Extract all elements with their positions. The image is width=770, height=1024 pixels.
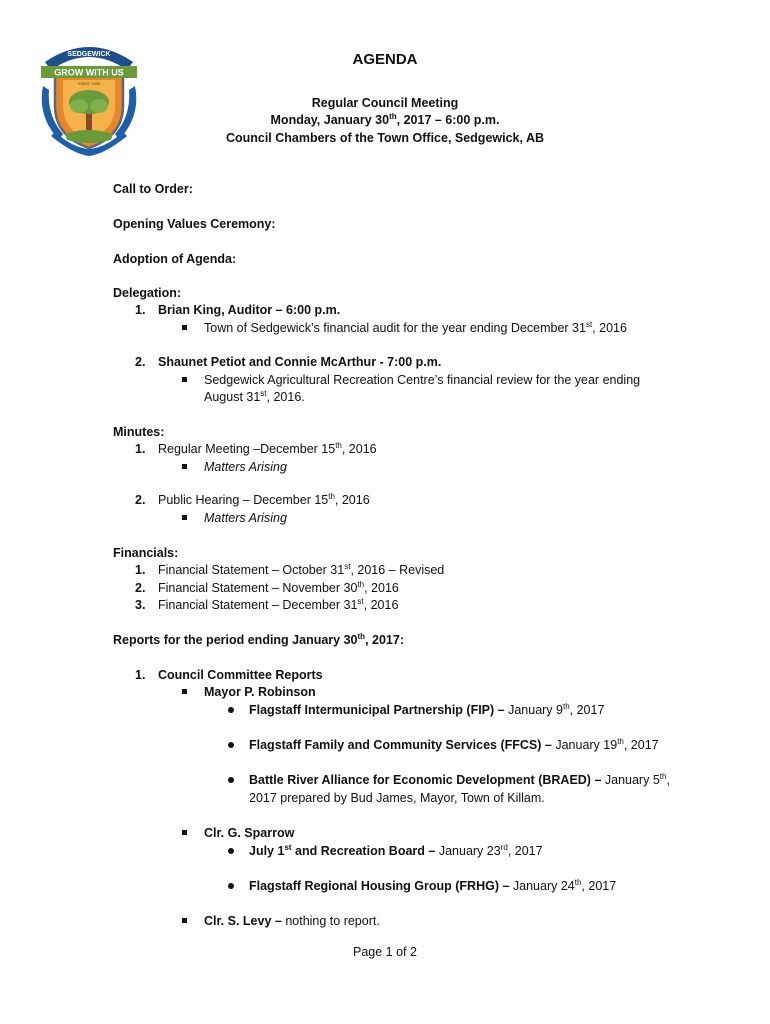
bullet-square-icon [182,689,187,694]
minutes-2-sub: Matters Arising [204,511,287,525]
bullet-square-icon [182,918,187,923]
bullet-dot-icon [228,777,234,783]
delegation-2-detail-cont: August 31st, 2016. [204,389,305,404]
meeting-type: Regular Council Meeting [311,96,459,110]
bullet-dot-icon [228,883,234,889]
delegation-2-title: Shaunet Petiot and Connie McArthur - 7:00 p.m. [158,355,442,369]
agenda-title: AGENDA [352,51,418,68]
minutes-1-text: Regular Meeting –December 15th, 2016 [158,441,377,456]
bullet-dot-icon [228,848,234,854]
page-number: Page 1 of 2 [353,945,417,959]
section-adoption: Adoption of Agenda: [113,252,237,266]
section-delegation: Delegation: [113,286,182,300]
section-opening-ceremony: Opening Values Ceremony: [113,217,276,231]
bullet-dot-icon [228,707,234,713]
bullet-square-icon [182,515,187,520]
delegation-2-detail: Sedgewick Agricultural Recreation Centre’s financial review for the year ending [204,373,641,387]
logo-since-text: SINCE 1906 [77,81,101,86]
sparrow-item-frhg: Flagstaff Regional Housing Group (FRHG) – January 24th, 2017 [249,878,617,893]
mayor-item-braed: Battle River Alliance for Economic Development (BRAED) – January 5th, [249,772,670,787]
bullet-square-icon [182,325,187,330]
financial-1-text: Financial Statement – October 31st, 2016 – Revised [158,562,445,577]
financial-3-number: 3. [135,598,146,612]
section-call-to-order: Call to Order: [113,182,193,196]
minutes-1-number: 1. [135,442,146,456]
reports-1-number: 1. [135,668,146,682]
delegation-1-detail: Town of Sedgewick’s financial audit for the year ending December 31st, 2016 [204,320,627,335]
levy-name: Clr. S. Levy – [204,914,282,928]
bullet-square-icon [182,830,187,835]
sparrow-item-recreation: July 1st and Recreation Board – January 23rd, 2017 [249,843,543,858]
bullet-dot-icon [228,742,234,748]
levy-report [204,913,380,929]
financial-1-number: 1. [135,563,146,577]
financial-3-text: Financial Statement – December 31st, 2016 [158,597,399,612]
levy-status: nothing to report. [285,914,380,928]
mayor-item-braed-cont: 2017 prepared by Bud James, Mayor, Town of Killam. [249,791,545,805]
mayor-name: Mayor P. Robinson [204,685,316,699]
bullet-square-icon [182,464,187,469]
delegation-1-title: Brian King, Auditor – 6:00 p.m. [158,303,341,317]
bullet-square-icon [182,377,187,382]
minutes-2-number: 2. [135,493,146,507]
mayor-item-ffcs: Flagstaff Family and Community Services (FFCS) – January 19th, 2017 [249,737,659,752]
financial-2-text: Financial Statement – November 30th, 2016 [158,580,399,595]
delegation-1-number: 1. [135,303,146,317]
section-financials: Financials: [113,546,179,560]
section-minutes: Minutes: [113,425,165,439]
mayor-item-fip: Flagstaff Intermunicipal Partnership (FIP) – January 9th, 2017 [249,702,605,717]
minutes-2-text: Public Hearing – December 15th, 2016 [158,492,370,507]
financial-2-number: 2. [135,581,146,595]
section-reports: Reports for the period ending January 30th, 2017: [113,632,404,647]
minutes-1-sub: Matters Arising [204,460,287,474]
meeting-date: Monday, January 30th, 2017 – 6:00 p.m. [270,112,500,127]
logo-town-text: SEDGEWICK [67,51,111,58]
sparrow-name: Clr. G. Sparrow [204,826,295,840]
delegation-2-number: 2. [135,355,146,369]
logo-motto-text: GROW WITH US [54,67,124,78]
reports-1-title: Council Committee Reports [158,668,323,682]
meeting-location: Council Chambers of the Town Office, Sedgewick, AB [225,131,545,145]
